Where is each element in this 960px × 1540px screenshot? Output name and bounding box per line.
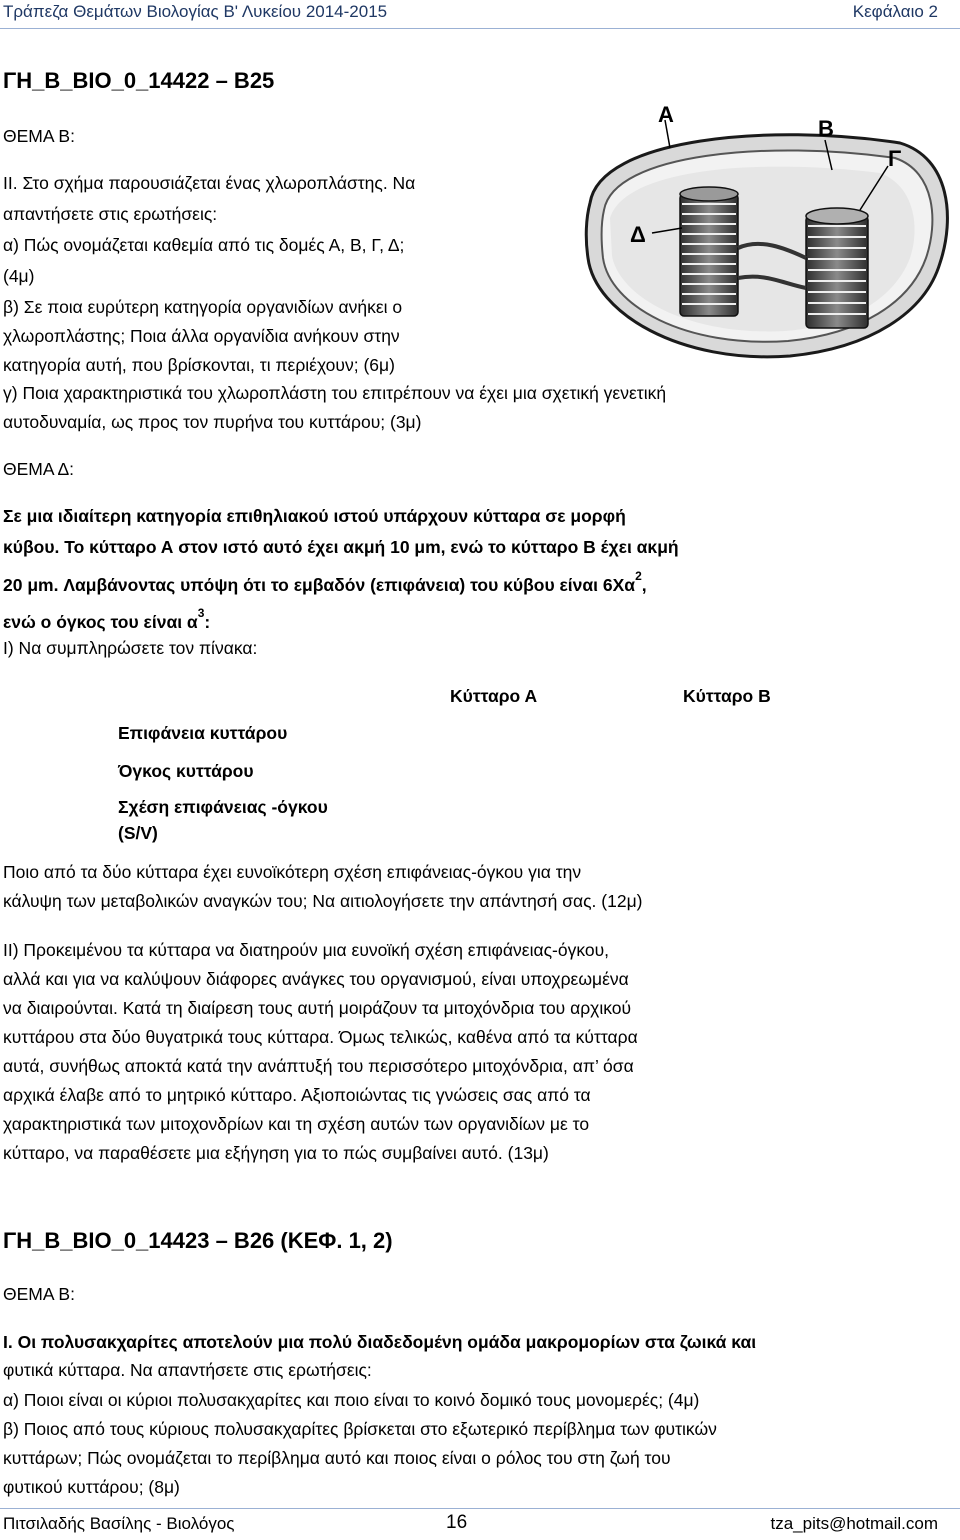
table-header-cell-b: Κύτταρο Β: [683, 686, 771, 706]
diagram-label-b: Β: [818, 116, 834, 141]
footer-email[interactable]: tza_pits@hotmail.com: [770, 1514, 938, 1533]
header-chapter: Κεφάλαιο 2: [852, 2, 938, 21]
question-code-1: ΓΗ_Β_ΒΙΟ_0_14422 – Β25: [3, 68, 275, 93]
q1-line-8: γ) Ποια χαρακτηριστικά του χλωροπλάστη του επιτρέπουν να έχει μια σχετική γενετική: [3, 383, 667, 403]
q1-line-7: κατηγορία αυτή, που βρίσκονται, τι περιέχουν; (6μ): [3, 355, 395, 375]
theme-b-heading: ΘΕΜΑ Β:: [3, 126, 75, 146]
part2-line-2: αλλά και για να καλύψουν διάφορες ανάγκες του οργανισμού, είναι υποχρεωμένα: [3, 969, 629, 989]
table-row-ratio: Σχέση επιφάνειας -όγκου: [118, 797, 328, 817]
part2-line-6: αρχικά έλαβε από το μητρικό κύτταρο. Αξιοποιώντας τις γνώσεις σας από τα: [3, 1085, 591, 1105]
table-row-volume: Όγκος κυττάρου: [118, 761, 254, 781]
q1-line-9: αυτοδυναμία, ως προς τον πυρήνα του κυττάρου; (3μ): [3, 412, 422, 432]
after-table-line-2: κάλυψη των μεταβολικών αναγκών του; Να αιτιολογήσετε την απάντησή σας. (12μ): [3, 891, 643, 911]
after-table-line-1: Ποιο από τα δύο κύτταρα έχει ευνοϊκότερη σχέση επιφάνειας-όγκου για την: [3, 862, 582, 882]
q1-line-5: β) Σε ποια ευρύτερη κατηγορία οργανιδίων ανήκει ο: [3, 297, 403, 317]
part2-line-4: κυττάρου στα δύο θυγατρικά τους κύτταρα. Όμως τελικώς, καθένα από τα κύτταρα: [3, 1027, 638, 1047]
q2-line-3: α) Ποιοι είναι οι κύριοι πολυσακχαρίτες και ποιο είναι το κοινό δομικό τους μονομερές; (4μ): [3, 1390, 700, 1410]
d-line-3: 20 μm. Λαμβάνοντας υπόψη ότι το εμβαδόν (επιφάνεια) του κύβου είναι $6X\alpha^2$,: [3, 569, 647, 595]
d-line-1: Σε μια ιδιαίτερη κατηγορία επιθηλιακού ιστού υπάρχουν κύτταρα σε μορφή: [3, 506, 626, 526]
page-number: 16: [446, 1512, 468, 1533]
table-row-ratio-sv: (S/V): [118, 823, 158, 843]
q2-line-2: φυτικά κύτταρα. Να απαντήσετε στις ερωτήσεις:: [3, 1360, 372, 1380]
table-row-surface: Επιφάνεια κυττάρου: [118, 723, 288, 743]
d-line-5: Ι) Να συμπληρώσετε τον πίνακα:: [3, 638, 258, 658]
part2-line-5: αυτά, συνήθως αποκτά κατά την ανάπτυξή του περισσότερο μιτοχόνδρια, απ’ όσα: [3, 1056, 634, 1076]
part2-line-3: να διαιρούνται. Κατά τη διαίρεση τους αυτή μοιράζουν τα μιτοχόνδρια του αρχικού: [3, 998, 632, 1018]
q1-line-2: απαντήσετε στις ερωτήσεις:: [3, 204, 218, 224]
q2-line-5: κυττάρων; Πώς ονομάζεται το περίβλημα αυτό και ποιος είναι ο ρόλος του στη ζωή του: [3, 1448, 671, 1468]
header-title: Τράπεζα Θεμάτων Βιολογίας Β' Λυκείου 2014-2015: [3, 2, 388, 21]
header-divider: [0, 28, 960, 29]
q1-line-1: ΙΙ. Στο σχήμα παρουσιάζεται ένας χλωροπλάστης. Να: [3, 173, 416, 193]
part2-line-1: ΙΙ) Προκειμένου τα κύτταρα να διατηρούν μια ευνοϊκή σχέση επιφάνειας-όγκου,: [3, 940, 610, 960]
granum-stack-2: [806, 208, 868, 328]
q2-line-6: φυτικού κυττάρου; (8μ): [3, 1477, 180, 1497]
q1-line-3: α) Πώς ονομάζεται καθεμία από τις δομές Α, Β, Γ, Δ;: [3, 235, 405, 255]
q2-theme-b-heading: ΘΕΜΑ Β:: [3, 1284, 75, 1304]
part2-line-8: κύτταρο, να παραθέσετε μια εξήγηση για το πώς συμβαίνει αυτό. (13μ): [3, 1143, 549, 1163]
q1-line-6: χλωροπλάστης; Ποια άλλα οργανίδια ανήκουν στην: [3, 326, 400, 346]
question-code-2: ΓΗ_Β_ΒΙΟ_0_14423 – Β26 (ΚΕΦ. 1, 2): [3, 1228, 393, 1253]
footer-divider: [0, 1508, 960, 1509]
part2-line-7: χαρακτηριστικά των μιτοχονδρίων και τη σχέση αυτών των οργανιδίων με το: [3, 1114, 590, 1134]
chloroplast-diagram: [570, 98, 960, 388]
q1-line-4: (4μ): [3, 266, 35, 286]
footer-author: Πιτσιλαδής Βασίλης - Βιολόγος: [3, 1514, 235, 1533]
diagram-label-a: Α: [658, 102, 674, 127]
diagram-label-g: Γ: [888, 146, 902, 171]
d-line-4: ενώ ο όγκος του είναι $\alpha^3$:: [3, 606, 211, 632]
q2-line-1: Ι. Οι πολυσακχαρίτες αποτελούν μια πολύ διαδεδομένη ομάδα μακρομορίων στα ζωικά και: [3, 1332, 757, 1352]
q2-line-4: β) Ποιος από τους κύριους πολυσακχαρίτες βρίσκεται στο εξωτερικό περίβλημα των φυτικών: [3, 1419, 717, 1439]
diagram-label-d: Δ: [630, 222, 646, 247]
d-line-2: κύβου. Το κύτταρο Α στον ιστό αυτό έχει ακμή 10 μm, ενώ το κύτταρο Β έχει ακμή: [3, 537, 679, 557]
table-header-cell-a: Κύτταρο Α: [450, 686, 538, 706]
granum-stack-1: [680, 187, 738, 316]
theme-d-heading: ΘΕΜΑ Δ:: [3, 459, 75, 479]
